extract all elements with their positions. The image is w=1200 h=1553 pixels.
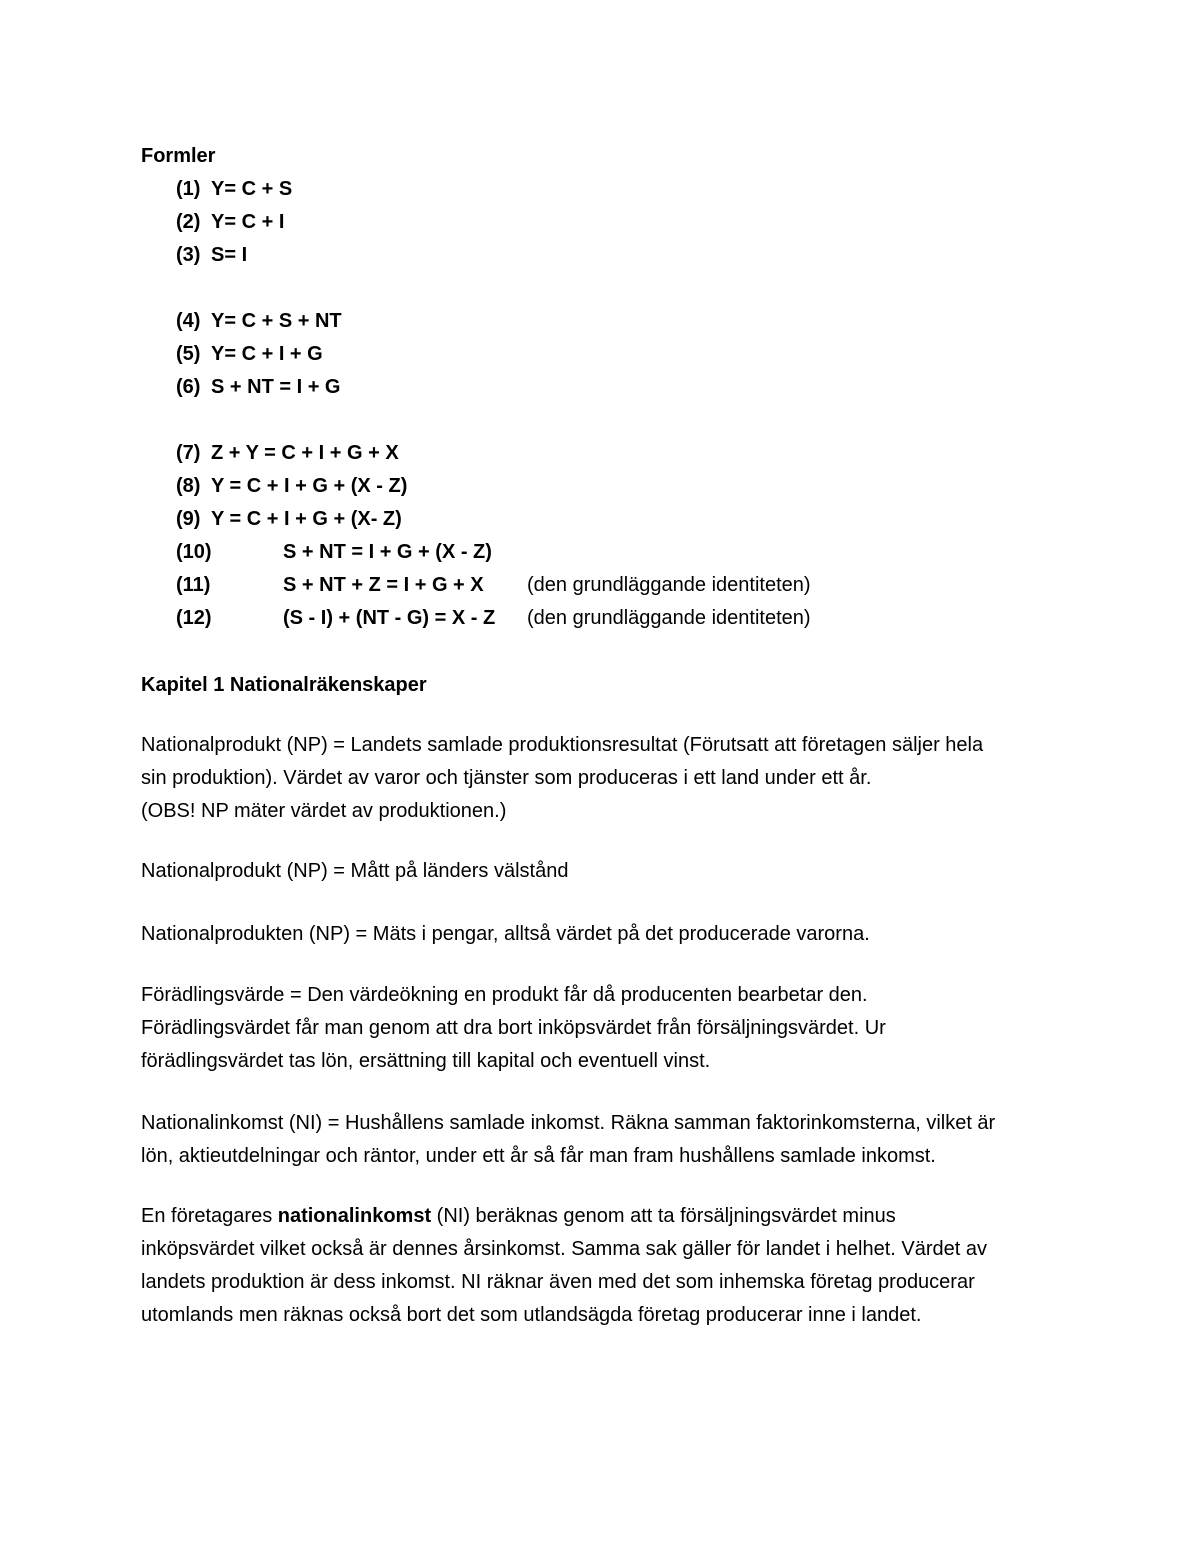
chapter-heading: Kapitel 1 Nationalräkenskaper (141, 674, 427, 696)
bold-term: nationalinkomst (277, 1205, 432, 1227)
formula-expression: Z + Y = C + I + G + X (211, 442, 399, 464)
text-run: (NI) beräknas genom att ta försäljningsvärdet minus (431, 1205, 896, 1227)
formula-expression: Y= C + I + G (211, 343, 323, 365)
paragraph-line: Nationalprodukt (NP) = Mått på länders välstånd (141, 860, 569, 882)
paragraph-line: sin produktion). Värdet av varor och tjänster som produceras i ett land under ett år. (141, 767, 872, 789)
paragraph-line: utomlands men räknas också bort det som utlandsägda företag producerar inne i landet. (141, 1304, 922, 1326)
formula-number: (10) (176, 541, 212, 563)
formula-expression: Y= C + S + NT (211, 310, 342, 332)
formula-note: (den grundläggande identiteten) (527, 574, 811, 596)
formula-expression: Y= C + I (211, 211, 285, 233)
formula-expression: Y= C + S (211, 178, 293, 200)
formulas-heading: Formler (141, 145, 216, 167)
paragraph-line: Nationalinkomst (NI) = Hushållens samlade inkomst. Räkna samman faktorinkomsterna, vilket är (141, 1112, 996, 1134)
formula-number: (6) (176, 376, 201, 398)
formula-number: (11) (176, 574, 211, 596)
paragraph-line: landets produktion är dess inkomst. NI räknar även med det som inhemska företag producerar (141, 1271, 975, 1293)
paragraph-line: Förädlingsvärde = Den värdeökning en produkt får då producenten bearbetar den. (141, 984, 868, 1006)
formula-number: (3) (176, 244, 201, 266)
paragraph-line: (OBS! NP mäter värdet av produktionen.) (141, 800, 507, 822)
formula-number: (12) (176, 607, 212, 629)
formula-expression: S + NT = I + G + (X - Z) (283, 541, 492, 563)
formula-expression: S= I (211, 244, 248, 266)
formula-expression: S + NT + Z = I + G + X (283, 574, 484, 596)
paragraph-line: Nationalprodukt (NP) = Landets samlade produktionsresultat (Förutsatt att företagen säljer hela (141, 734, 984, 756)
formula-number: (1) (176, 178, 201, 200)
paragraph-line: lön, aktieutdelningar och räntor, under ett år så får man fram hushållens samlade inkomst. (141, 1145, 936, 1167)
formula-expression: (S - I) + (NT - G) = X - Z (283, 607, 496, 629)
text-run: En företagares (141, 1205, 278, 1227)
formula-number: (4) (176, 310, 201, 332)
formula-number: (7) (176, 442, 201, 464)
formula-expression: S + NT = I + G (211, 376, 341, 398)
formula-number: (9) (176, 508, 201, 530)
formula-number: (8) (176, 475, 201, 497)
formula-number: (5) (176, 343, 201, 365)
formula-number: (2) (176, 211, 201, 233)
paragraph-line (141, 1203, 896, 1229)
formula-expression: Y = C + I + G + (X - Z) (211, 475, 408, 497)
paragraph-line: inköpsvärdet vilket också är dennes årsinkomst. Samma sak gäller för landet i helhet. Värdet av (141, 1238, 987, 1260)
formula-expression: Y = C + I + G + (X- Z) (211, 508, 402, 530)
paragraph-line: Förädlingsvärdet får man genom att dra bort inköpsvärdet från försäljningsvärdet. Ur (141, 1017, 886, 1039)
formula-note: (den grundläggande identiteten) (527, 607, 811, 629)
paragraph-line: förädlingsvärdet tas lön, ersättning till kapital och eventuell vinst. (141, 1050, 711, 1072)
paragraph-line: Nationalprodukten (NP) = Mäts i pengar, alltså värdet på det producerade varorna. (141, 923, 870, 945)
